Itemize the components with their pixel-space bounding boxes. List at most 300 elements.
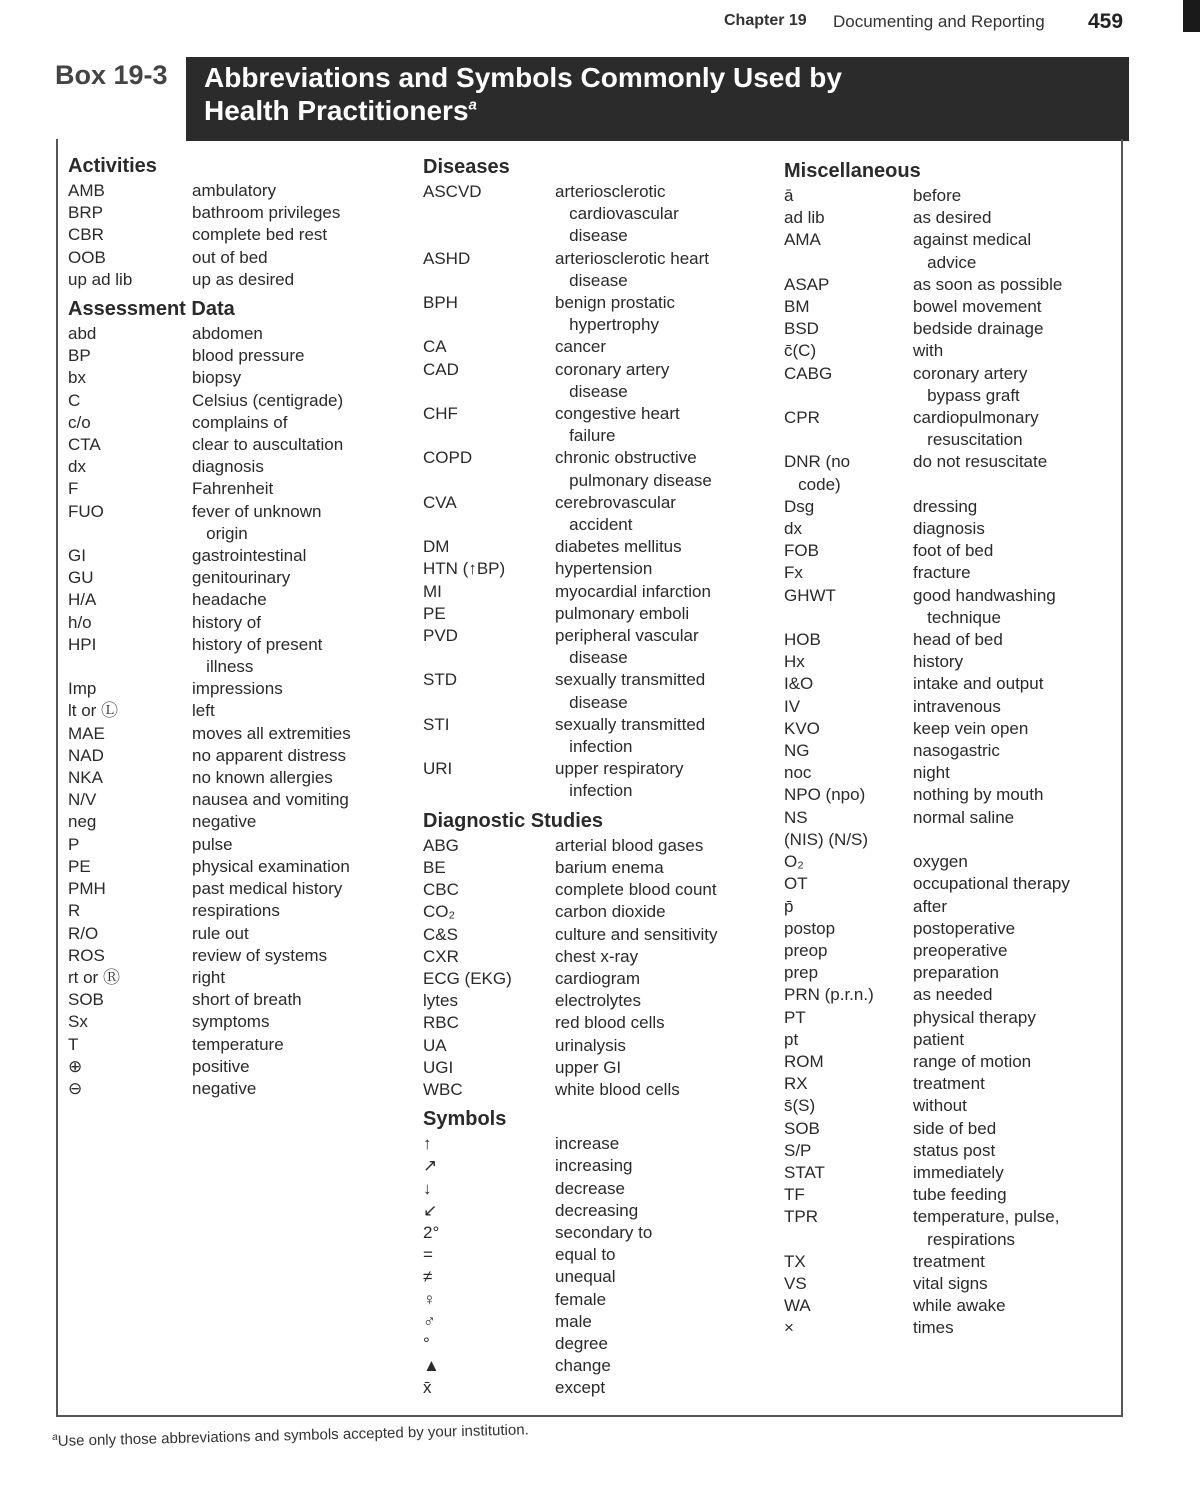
- abbreviation: FUO: [68, 501, 104, 521]
- abbreviation: noc: [784, 763, 812, 783]
- abbreviation: CHF: [423, 404, 458, 424]
- abbreviation: O₂: [784, 852, 804, 872]
- abbreviation: ad lib: [784, 208, 825, 228]
- definition: peripheral vascular disease: [555, 626, 699, 668]
- abbreviation: PE: [423, 603, 446, 623]
- definition: without: [913, 1096, 967, 1116]
- glossary-entry: [784, 296, 1114, 318]
- glossary-entry: [423, 1355, 768, 1377]
- abbreviation: abd: [68, 324, 97, 344]
- definition: gastrointestinal: [192, 546, 307, 566]
- definition: occupational therapy: [913, 874, 1070, 894]
- definition: immediately: [913, 1162, 1004, 1182]
- glossary-entry: [784, 940, 1114, 962]
- definition: short of breath: [192, 990, 302, 1010]
- definition: out of bed: [192, 247, 268, 267]
- abbreviation: STD: [423, 670, 457, 690]
- glossary-entry: [784, 1051, 1114, 1073]
- definition: unequal: [555, 1267, 616, 1287]
- definition: electrolytes: [555, 991, 641, 1011]
- glossary-entry: [68, 834, 398, 856]
- glossary-entry: [423, 946, 768, 968]
- glossary-entry: [68, 923, 398, 945]
- box-label: Box 19-3: [55, 60, 168, 90]
- abbreviation: ↗: [423, 1156, 438, 1176]
- definition: cerebrovascular accident: [555, 492, 676, 535]
- glossary-entry: [423, 879, 768, 901]
- glossary-entry: [423, 968, 768, 990]
- glossary-entry: [423, 1012, 768, 1034]
- glossary-entry: [784, 562, 1114, 584]
- abbreviation: UA: [423, 1035, 447, 1055]
- chapter-label: Chapter 19: [724, 12, 807, 29]
- glossary-entry: [68, 856, 398, 878]
- abbreviation: ⊖: [68, 1078, 83, 1098]
- abbreviation: ↙: [423, 1200, 438, 1220]
- definition: except: [555, 1378, 606, 1398]
- definition: treatment: [913, 1074, 985, 1094]
- definition: chest x-ray: [555, 946, 639, 966]
- definition: cardiogram: [555, 968, 641, 988]
- abbreviation: ≠: [423, 1267, 433, 1287]
- abbreviation: Fx: [784, 563, 803, 583]
- definition: diagnosis: [913, 519, 985, 539]
- definition: with: [913, 341, 944, 361]
- abbreviation: P: [68, 834, 80, 854]
- abbreviation: ROS: [68, 945, 105, 965]
- abbreviation: WA: [784, 1296, 811, 1316]
- abbreviation: lytes: [423, 991, 458, 1011]
- glossary-entry: [784, 585, 1114, 629]
- definition: bathroom privileges: [192, 203, 341, 223]
- abbreviation: postop: [784, 918, 836, 938]
- definition: times: [913, 1318, 954, 1338]
- abbreviation: URI: [423, 759, 453, 779]
- definition: as desired: [913, 208, 992, 228]
- definition: positive: [192, 1056, 250, 1076]
- glossary-entry: [784, 696, 1114, 718]
- abbreviation: S/P: [784, 1140, 812, 1160]
- abbreviation: CPR: [784, 408, 820, 428]
- footnote-mark: a: [468, 96, 477, 114]
- definition: Celsius (centigrade): [192, 390, 344, 410]
- box-title-line2: [204, 95, 477, 127]
- definition: vital signs: [913, 1273, 988, 1293]
- abbreviation: STAT: [784, 1162, 825, 1182]
- glossary-entry: [423, 1222, 768, 1244]
- glossary-entry: [423, 336, 768, 358]
- definition: female: [555, 1289, 607, 1309]
- glossary-entry: [423, 758, 768, 802]
- glossary-entry: [423, 1155, 768, 1177]
- abbreviation: H/A: [68, 590, 97, 610]
- abbreviation: PMH: [68, 879, 106, 899]
- glossary-entry: [423, 292, 768, 336]
- definition: secondary to: [555, 1222, 653, 1242]
- abbreviation: ASHD: [423, 248, 471, 268]
- abbreviation: BRP: [68, 203, 103, 223]
- glossary-entry: [423, 1311, 768, 1333]
- definition: right: [192, 967, 226, 987]
- definition: benign prostatic hypertrophy: [555, 293, 676, 335]
- definition: foot of bed: [913, 541, 994, 561]
- glossary-entry: [784, 340, 1114, 362]
- abbreviation: AMB: [68, 181, 105, 200]
- definition: clear to auscultation: [192, 435, 344, 455]
- abbreviation: ASCVD: [423, 182, 482, 201]
- glossary-entry: [423, 1200, 768, 1222]
- glossary-entry: [423, 248, 768, 292]
- page-header: [0, 12, 1200, 42]
- abbreviation: NG: [784, 741, 810, 761]
- glossary-entry: [784, 407, 1114, 451]
- glossary-entry: [784, 1095, 1114, 1117]
- section-heading: Diseases: [423, 156, 510, 178]
- abbreviation: CA: [423, 337, 447, 357]
- glossary-entry: [423, 1244, 768, 1266]
- abbreviation: C: [68, 390, 81, 410]
- abbreviation: FOB: [784, 541, 819, 561]
- glossary-entry: [68, 269, 398, 291]
- definition: degree: [555, 1333, 608, 1353]
- footnote: [52, 1420, 529, 1450]
- definition: increase: [555, 1134, 620, 1154]
- glossary-entry: [784, 540, 1114, 562]
- abbreviation: STI: [423, 714, 450, 734]
- column-2: [423, 153, 768, 1400]
- abbreviation: NAD: [68, 745, 104, 765]
- definition: congestive heart failure: [555, 404, 680, 446]
- glossary-entry: [784, 1029, 1114, 1051]
- glossary-entry: [423, 1057, 768, 1079]
- glossary-entry: [423, 857, 768, 879]
- glossary-entry: [423, 1178, 768, 1200]
- abbreviation: Sx: [68, 1012, 88, 1032]
- glossary-entry: [68, 745, 398, 767]
- definition: complete blood count: [555, 880, 717, 900]
- abbreviation: ↑: [423, 1134, 432, 1154]
- definition: increasing: [555, 1156, 633, 1176]
- glossary-entry: [784, 1162, 1114, 1184]
- abbreviation: CVA: [423, 492, 457, 512]
- box-title-bar: [186, 57, 1129, 141]
- footnote-mark: a: [52, 1431, 58, 1443]
- glossary-entry: [784, 1273, 1114, 1295]
- glossary-entry: [68, 789, 398, 811]
- page-number: 459: [1088, 10, 1124, 33]
- definition: arteriosclerotic heart disease: [555, 248, 710, 290]
- definition: pulmonary emboli: [555, 603, 690, 623]
- definition: as needed: [913, 985, 993, 1005]
- edge-thumb-tab: [1183, 0, 1200, 32]
- abbreviation: PRN (p.r.n.): [784, 985, 874, 1005]
- abbreviation: BE: [423, 857, 446, 877]
- definition: coronary artery disease: [555, 359, 670, 401]
- glossary-entry: [784, 1118, 1114, 1140]
- definition: arteriosclerotic cardiovascular disease: [555, 182, 679, 246]
- glossary-entry: [423, 924, 768, 946]
- definition: temperature, pulse, respirations: [913, 1207, 1060, 1249]
- definition: red blood cells: [555, 1013, 665, 1033]
- definition: side of bed: [913, 1118, 997, 1138]
- abbreviation: NKA: [68, 768, 103, 788]
- definition: treatment: [913, 1251, 985, 1271]
- abbreviation: h/o: [68, 612, 92, 632]
- definition: history: [913, 652, 964, 672]
- glossary-entry: [68, 412, 398, 434]
- abbreviation: VS: [784, 1273, 807, 1293]
- abbreviation: preop: [784, 940, 828, 960]
- glossary-entry: [423, 581, 768, 603]
- abbreviation: up ad lib: [68, 269, 133, 289]
- glossary-entry: [68, 878, 398, 900]
- abbreviation: OOB: [68, 247, 106, 267]
- abbreviation: HOB: [784, 630, 821, 650]
- abbreviation: HTN (↑BP): [423, 559, 506, 579]
- abbreviation: TX: [784, 1251, 806, 1271]
- definition: nausea and vomiting: [192, 790, 349, 810]
- abbreviation: Hx: [784, 652, 805, 672]
- definition: cancer: [555, 337, 607, 357]
- definition: as soon as possible: [913, 274, 1063, 294]
- glossary-entry: [68, 545, 398, 567]
- glossary-entry: [784, 673, 1114, 695]
- definition: complains of: [192, 412, 288, 432]
- glossary-entry: [68, 989, 398, 1011]
- glossary-entry: [68, 501, 398, 545]
- definition: left: [192, 701, 215, 721]
- abbreviation: NPO (npo): [784, 785, 866, 805]
- glossary-entry: [423, 359, 768, 403]
- definition: ambulatory: [192, 181, 277, 200]
- definition: patient: [913, 1029, 965, 1049]
- glossary-entry: [784, 1184, 1114, 1206]
- glossary-entry: [68, 567, 398, 589]
- abbreviation: MI: [423, 581, 442, 601]
- glossary-entry: [784, 918, 1114, 940]
- glossary-entry: [68, 767, 398, 789]
- abbreviation: RX: [784, 1074, 808, 1094]
- definition: against medical advice: [913, 230, 1032, 272]
- abbreviation: CAD: [423, 359, 459, 379]
- glossary-entry: [68, 367, 398, 389]
- abbreviation: R: [68, 901, 81, 921]
- definition: biopsy: [192, 368, 242, 388]
- definition: night: [913, 763, 950, 783]
- glossary-entry: [784, 740, 1114, 762]
- definition: physical examination: [192, 856, 350, 876]
- definition: white blood cells: [555, 1079, 680, 1099]
- definition: while awake: [913, 1296, 1006, 1316]
- definition: carbon dioxide: [555, 902, 666, 922]
- definition: fracture: [913, 563, 971, 583]
- glossary-entry: [784, 318, 1114, 340]
- abbreviation: IV: [784, 696, 801, 716]
- glossary-entry: [423, 1289, 768, 1311]
- abbreviation: ♀: [423, 1289, 436, 1309]
- glossary-entry: [68, 247, 398, 269]
- abbreviation: Imp: [68, 679, 97, 699]
- definition: intravenous: [913, 696, 1001, 716]
- section-heading: Assessment Data: [68, 298, 235, 321]
- definition: postoperative: [913, 918, 1016, 938]
- definition: respirations: [192, 901, 280, 921]
- glossary-entry: [784, 851, 1114, 873]
- definition: decrease: [555, 1178, 625, 1198]
- definition: cardiopulmonary resuscitation: [913, 408, 1039, 450]
- abbreviation: NS (NIS) (N/S): [784, 807, 869, 849]
- abbreviation: ā: [784, 186, 794, 205]
- definition: sexually transmitted infection: [555, 714, 706, 757]
- glossary-entry: [423, 403, 768, 447]
- abbreviation: T: [68, 1034, 79, 1054]
- glossary-entry: [68, 1034, 398, 1056]
- definition: fever of unknown origin: [192, 501, 322, 543]
- abbreviation: ECG (EKG): [423, 968, 512, 988]
- glossary-entry: [68, 323, 398, 345]
- glossary-entry: [68, 723, 398, 745]
- definition: moves all extremities: [192, 723, 351, 743]
- definition: preoperative: [913, 940, 1008, 960]
- glossary-entry: [68, 345, 398, 367]
- glossary-entry: [784, 984, 1114, 1006]
- glossary-entry: [68, 900, 398, 922]
- definition: upper respiratory infection: [555, 759, 684, 801]
- glossary-entry: [784, 229, 1114, 273]
- glossary-entry: [68, 1078, 398, 1100]
- abbreviation: dx: [68, 457, 86, 477]
- glossary-entry: [68, 612, 398, 634]
- definition: culture and sensitivity: [555, 924, 718, 944]
- glossary-entry: [68, 678, 398, 700]
- abbreviation: GI: [68, 546, 86, 566]
- abbreviation: AMA: [784, 230, 821, 250]
- definition: myocardial infarction: [555, 581, 711, 601]
- abbreviation: 2°: [423, 1222, 440, 1242]
- abbreviation: prep: [784, 963, 819, 983]
- glossary-entry: [68, 700, 398, 722]
- definition: before: [913, 186, 962, 205]
- glossary-entry: [784, 496, 1114, 518]
- abbreviation: rt or Ⓡ: [68, 967, 120, 987]
- definition: coronary artery bypass graft: [913, 363, 1028, 405]
- abbreviation: pt: [784, 1029, 799, 1049]
- box-title-line2-text: Health Practitioners: [204, 95, 469, 126]
- glossary-entry: [784, 1007, 1114, 1029]
- abbreviation: p̄: [784, 896, 794, 916]
- definition: tube feeding: [913, 1185, 1007, 1205]
- definition: good handwashing technique: [913, 585, 1056, 627]
- definition: pulse: [192, 834, 233, 854]
- glossary-entry: [68, 224, 398, 246]
- abbreviation: SOB: [68, 990, 104, 1010]
- definition: hypertension: [555, 559, 653, 579]
- glossary-entry: [423, 181, 768, 248]
- column-3: [784, 157, 1114, 1340]
- glossary-entry: [68, 434, 398, 456]
- definition: past medical history: [192, 879, 343, 899]
- abbreviation: s̄(S): [784, 1096, 816, 1116]
- abbreviation: ×: [784, 1318, 794, 1338]
- glossary-entry: [784, 1073, 1114, 1095]
- glossary-entry: [784, 762, 1114, 784]
- abbreviation: ASAP: [784, 274, 830, 294]
- glossary-entry: [423, 625, 768, 669]
- section-heading: Miscellaneous: [784, 160, 921, 182]
- definition: range of motion: [913, 1051, 1032, 1071]
- section-heading: Symbols: [423, 1108, 507, 1131]
- abbreviation: x̄: [423, 1378, 432, 1398]
- glossary-entry: [423, 1333, 768, 1355]
- abbreviation: CTA: [68, 435, 101, 455]
- abbreviation: N/V: [68, 790, 97, 810]
- definition: rule out: [192, 923, 249, 943]
- abbreviation: WBC: [423, 1079, 463, 1099]
- abbreviation: CBR: [68, 225, 104, 245]
- definition: up as desired: [192, 269, 295, 289]
- glossary-entry: [68, 811, 398, 833]
- abbreviation: ABG: [423, 835, 459, 855]
- definition: no known allergies: [192, 768, 333, 788]
- glossary-entry: [68, 945, 398, 967]
- glossary-entry: [423, 492, 768, 536]
- glossary-entry: [423, 1377, 768, 1399]
- abbreviation: =: [423, 1245, 433, 1265]
- glossary-entry: [784, 962, 1114, 984]
- glossary-entry: [784, 896, 1114, 918]
- abbreviation: RBC: [423, 1013, 459, 1033]
- abbreviation: KVO: [784, 718, 820, 738]
- glossary-entry: [784, 651, 1114, 673]
- column-1: [68, 152, 398, 1100]
- abbreviation: BPH: [423, 293, 458, 313]
- definition: after: [913, 896, 948, 916]
- glossary-entry: [784, 1251, 1114, 1273]
- definition: sexually transmitted disease: [555, 670, 706, 712]
- definition: dressing: [913, 496, 978, 516]
- glossary-entry: [784, 274, 1114, 296]
- abbreviation: ROM: [784, 1051, 824, 1071]
- definition: bowel movement: [913, 297, 1042, 317]
- glossary-entry: [423, 835, 768, 857]
- definition: headache: [192, 590, 267, 610]
- abbreviation: °: [423, 1333, 430, 1353]
- abbreviation: UGI: [423, 1057, 454, 1077]
- abbreviation: DNR (no code): [784, 452, 851, 494]
- glossary-entry: [784, 1295, 1114, 1317]
- glossary-entry: [784, 518, 1114, 540]
- glossary-entry: [68, 478, 398, 500]
- glossary-entry: [68, 180, 398, 202]
- abbreviation: HPI: [68, 634, 97, 654]
- abbreviation: CBC: [423, 880, 459, 900]
- definition: normal saline: [913, 807, 1015, 827]
- definition: complete bed rest: [192, 225, 328, 245]
- glossary-entry: [423, 1133, 768, 1155]
- definition: abdomen: [192, 324, 263, 344]
- definition: physical therapy: [913, 1007, 1036, 1027]
- definition: status post: [913, 1140, 996, 1160]
- definition: oxygen: [913, 852, 968, 872]
- abbreviation: PVD: [423, 626, 458, 646]
- definition: blood pressure: [192, 346, 305, 366]
- abbreviation: R/O: [68, 923, 99, 943]
- abbreviation: ⊕: [68, 1056, 83, 1076]
- definition: male: [555, 1311, 592, 1331]
- definition: upper GI: [555, 1057, 622, 1077]
- abbreviation: CABG: [784, 363, 833, 383]
- definition: preparation: [913, 963, 1000, 983]
